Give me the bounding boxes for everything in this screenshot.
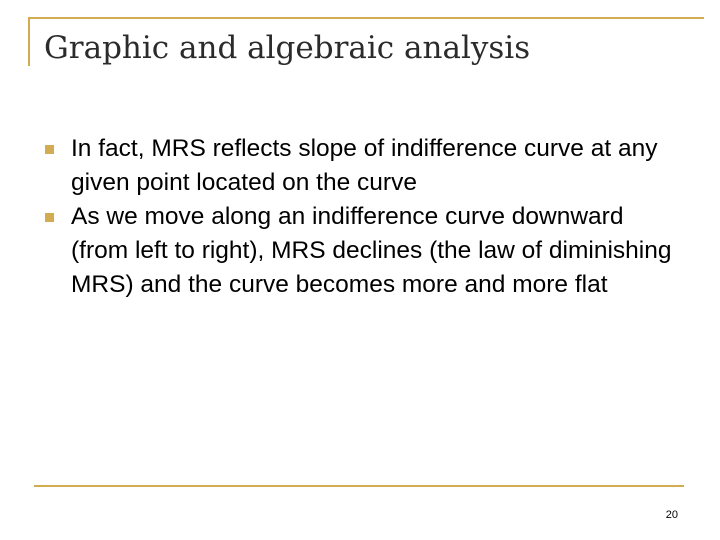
bullet-item <box>40 132 680 200</box>
square-bullet-icon <box>45 145 54 154</box>
slide-title: Graphic and algebraic analysis <box>44 30 531 66</box>
bullet-text: In fact, MRS reflects slope of indifference curve at any given point located on the curve <box>71 135 658 196</box>
page-number: 20 <box>665 509 678 521</box>
left-rule <box>28 17 30 66</box>
bullet-list <box>40 132 680 302</box>
bullet-item <box>40 200 680 302</box>
bottom-rule <box>34 485 684 487</box>
square-bullet-icon <box>45 213 54 222</box>
bullet-text: As we move along an indifference curve downward (from left to right), MRS declines (the law of diminishing MRS) and the curve becomes more and more flat <box>71 203 672 298</box>
top-rule <box>28 17 704 19</box>
